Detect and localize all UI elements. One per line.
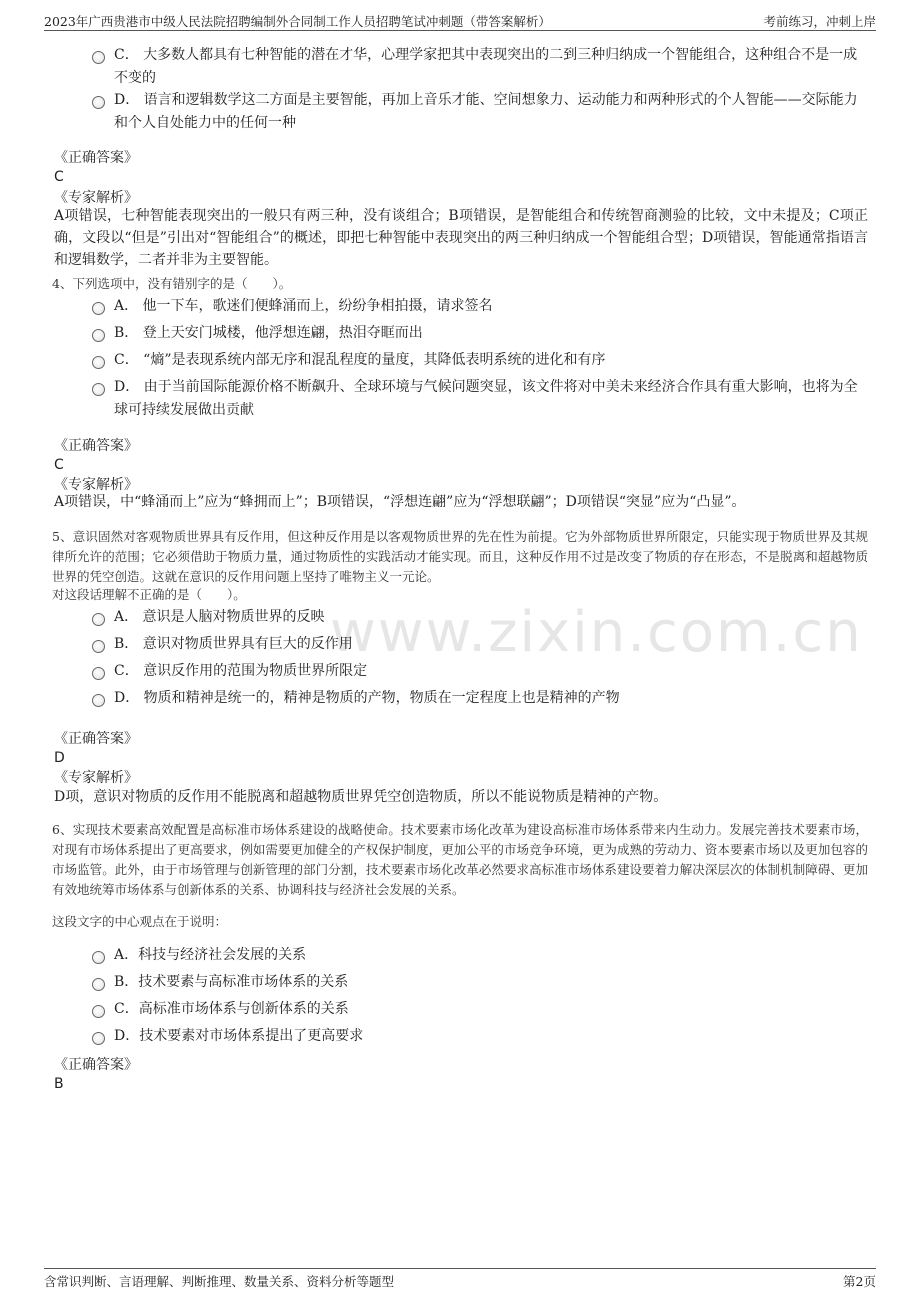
- option-label: B． 意识对物质世界具有巨大的反作用: [114, 636, 353, 652]
- option-label: A． 意识是人脑对物质世界的反映: [114, 609, 325, 625]
- q3-option-c[interactable]: [92, 44, 862, 90]
- option-label: B． 登上天安门城楼，他浮想连翩，热泪夺眶而出: [114, 325, 423, 341]
- radio-button[interactable]: [92, 613, 105, 626]
- option-label: D． 由于当前国际能源价格不断飙升、全球环境与气候问题突显，该文件将对中美未来经济合作具有重大影响，也将为全球可持续发展做出贡献: [114, 379, 858, 418]
- q4-stem: 4、下列选项中，没有错别字的是（ ）。: [52, 276, 292, 291]
- q3-option-d[interactable]: [92, 89, 862, 135]
- page-number: 第2页: [843, 1274, 876, 1289]
- q3-answer: C: [54, 169, 64, 185]
- q4-option-c[interactable]: [92, 349, 862, 372]
- radio-button[interactable]: [92, 51, 105, 64]
- option-label: D．技术要素对市场体系提出了更高要求: [114, 1028, 364, 1044]
- radio-button[interactable]: [92, 329, 105, 342]
- radio-button[interactable]: [92, 1005, 105, 1018]
- header-tagline: 考前练习，冲刺上岸: [763, 14, 876, 29]
- q4-analysis-label: 《专家解析》: [54, 477, 138, 493]
- q5-answer: D: [54, 750, 65, 766]
- page-footer: [44, 1268, 876, 1289]
- footer-categories: 含常识判断、言语理解、判断推理、数量关系、资料分析等题型: [44, 1274, 395, 1289]
- radio-button[interactable]: [92, 302, 105, 315]
- radio-button[interactable]: [92, 951, 105, 964]
- q5-option-b[interactable]: [92, 633, 862, 656]
- q5-question: 对这段话理解不正确的是（ ）。: [52, 587, 246, 602]
- q6-option-b[interactable]: [92, 971, 862, 994]
- option-label: D． 物质和精神是统一的，精神是物质的产物，物质在一定程度上也是精神的产物: [114, 690, 620, 706]
- q4-option-d[interactable]: [92, 376, 862, 422]
- q4-analysis: A项错误，中“蜂涌而上”应为“蜂拥而上”；B项错误，“浮想连翩”应为“浮想联翩”；D项错误“突显”应为“凸显”。: [54, 494, 746, 510]
- q3-answer-label: 《正确答案》: [54, 150, 138, 166]
- option-label: D． 语言和逻辑数学这二方面是主要智能，再加上音乐才能、空间想象力、运动能力和两种形式的个人智能——交际能力和个人自处能力中的任何一种: [114, 92, 858, 131]
- q5-option-a[interactable]: [92, 606, 862, 629]
- q6-option-c[interactable]: [92, 998, 862, 1021]
- q6-question: 这段文字的中心观点在于说明：: [52, 914, 228, 929]
- option-label: C． “熵”是表现系统内部无序和混乱程度的量度，其降低表明系统的进化和有序: [114, 352, 606, 368]
- radio-button[interactable]: [92, 640, 105, 653]
- q4-option-a[interactable]: [92, 295, 862, 318]
- option-label: C． 意识反作用的范围为物质世界所限定: [114, 663, 368, 679]
- q5-stem: 5、意识固然对客观物质世界具有反作用，但这种反作用是以客观物质世界的先在性为前提。它为外部物质世界所限定，只能实现于物质世界及其规律所允许的范围；它必须借助于物质力量，通过物质性的实践活动才能实现。而且，这种反作用不过是改变了物质的存在形态，不是脱离和超越物质世界的凭空创造。这就在意识的反作用问题上坚持了唯物主义一元论。: [52, 529, 868, 584]
- q5-option-c[interactable]: [92, 660, 862, 683]
- radio-button[interactable]: [92, 978, 105, 991]
- q5-analysis-label: 《专家解析》: [54, 770, 138, 786]
- document-title: 2023年广西贵港市中级人民法院招聘编制外合同制工作人员招聘笔试冲刺题（带答案解析）: [44, 14, 551, 29]
- radio-button[interactable]: [92, 694, 105, 707]
- watermark: www.zixin.com.cn: [330, 600, 863, 665]
- q6-stem: 6、实现技术要素高效配置是高标准市场体系建设的战略使命。技术要素市场化改革为建设高标准市场体系带来内生动力。发展完善技术要素市场，对现有市场体系提出了更高要求，例如需要更加健全的产权保护制度，更加公平的市场竞争环境，更为成熟的劳动力、资本要素市场以及更加包容的市场监管。此外，由于市场管理与创新管理的部门分割，技术要素市场化改革必然要求高标准市场体系建设要着力解决深层次的体制机制障碍、更加有效地统筹市场体系与创新体系的关系、协调科技与经济社会发展的关系。: [52, 822, 868, 897]
- q5-option-d[interactable]: [92, 687, 862, 710]
- radio-button[interactable]: [92, 1032, 105, 1045]
- q5-analysis: D项，意识对物质的反作用不能脱离和超越物质世界凭空创造物质，所以不能说物质是精神的产物。: [54, 789, 668, 805]
- q3-analysis-label: 《专家解析》: [54, 190, 138, 206]
- radio-button[interactable]: [92, 96, 105, 109]
- option-label: B．技术要素与高标准市场体系的关系: [114, 974, 349, 990]
- q4-answer: C: [54, 457, 64, 473]
- radio-button[interactable]: [92, 356, 105, 369]
- q4-answer-label: 《正确答案》: [54, 438, 138, 454]
- q4-option-b[interactable]: [92, 322, 862, 345]
- q6-answer-label: 《正确答案》: [54, 1057, 138, 1073]
- q5-answer-label: 《正确答案》: [54, 731, 138, 747]
- radio-button[interactable]: [92, 383, 105, 396]
- option-label: A． 他一下车，歌迷们便蜂涌而上，纷纷争相拍摄，请求签名: [114, 298, 493, 314]
- page-header: [44, 10, 876, 31]
- q3-analysis: A项错误，七种智能表现突出的一般只有两三种，没有谈组合；B项错误，是智能组合和传统智商测验的比较，文中未提及；C项正确，文段以“但是”引出对“智能组合”的概述，即把七种智能中表现突出的两三种归纳成一个智能组合型；D项错误，智能通常指语言和逻辑数学，二者并非为主要智能。: [54, 208, 868, 268]
- q6-option-d[interactable]: [92, 1025, 862, 1048]
- q6-option-a[interactable]: [92, 944, 862, 967]
- radio-button[interactable]: [92, 667, 105, 680]
- option-label: C． 大多数人都具有七种智能的潜在才华，心理学家把其中表现突出的二到三种归纳成一个智能组合，这种组合不是一成不变的: [114, 47, 858, 86]
- option-label: C．高标准市场体系与创新体系的关系: [114, 1001, 349, 1017]
- q6-answer: B: [54, 1076, 64, 1092]
- option-label: A．科技与经济社会发展的关系: [114, 947, 307, 963]
